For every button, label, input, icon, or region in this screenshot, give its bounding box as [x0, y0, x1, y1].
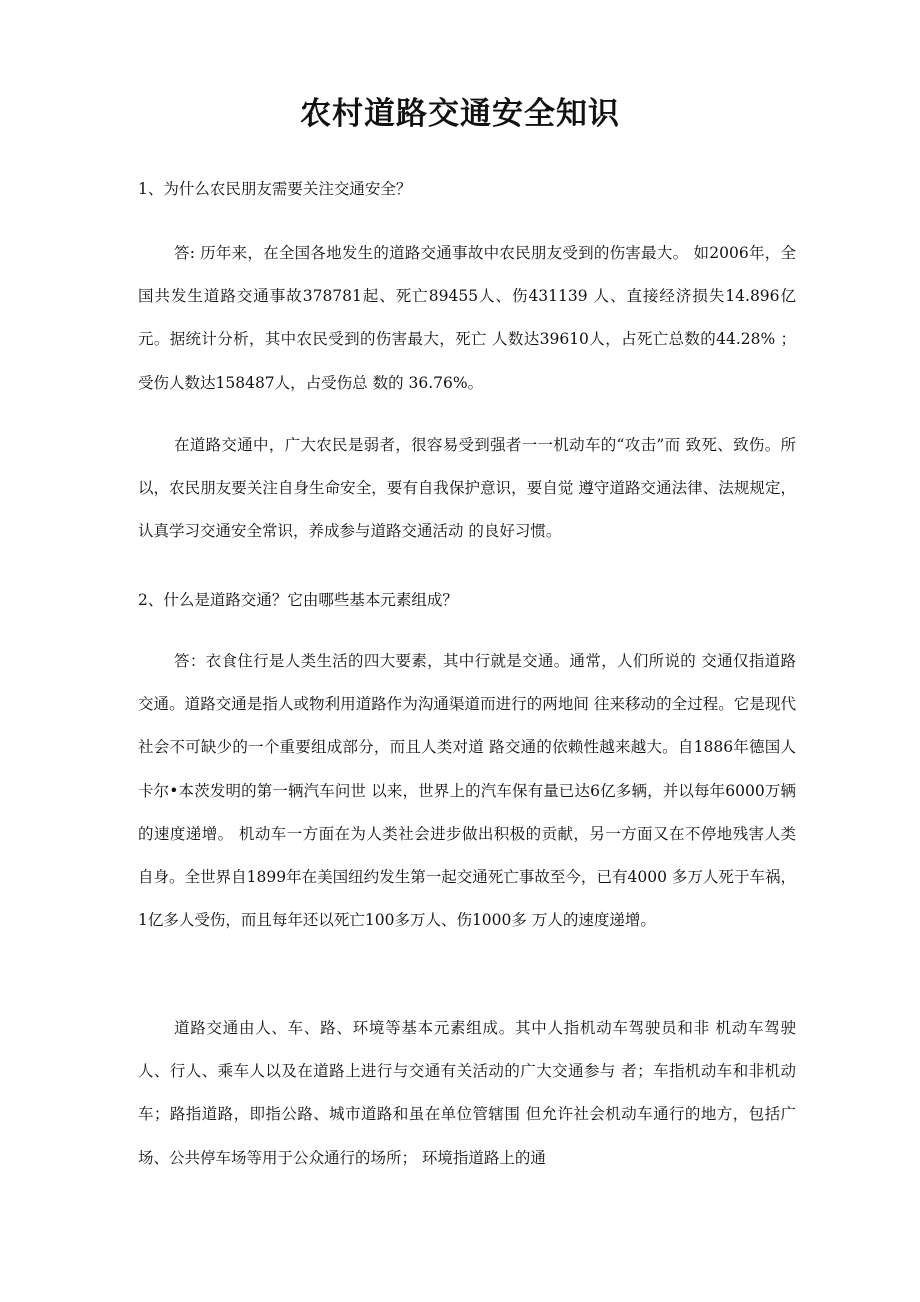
question-2: 2、什么是道路交通？它由哪些基本元素组成？ — [138, 591, 458, 609]
document-title: 农村道路交通安全知识 — [300, 96, 620, 132]
answer-2-paragraph-1: 答：衣食住行是人类生活的四大要素，其中行就是交通。通常，人们所说的 交通仅指道路交通。道路交通是指人或物利用道路作为沟通渠道而进行的两地间 往来移动的全过程。它是现代社会不可缺少的一个重要组成部分，而且人类对道 路交通的依赖性越来越大。自1886年德国人卡尔•本茨发明的第一辆汽车问世 以来，世界上的汽车保有量已达6亿多辆，并以每年6000万辆的速度递增。 机动车一方面在为人类社会进步做出积极的贡献，另一方面又在不停地残害人类 自身。全世界自1899年在美国纽约发生第一起交通死亡事故至今，已有4000 多万人死于车祸，1亿多人受伤，而且每年还以死亡100多万人、伤1000多 万人的速度递增。 — [138, 652, 796, 930]
answer-2-paragraph-2: 道路交通由人、车、路、环境等基本元素组成。其中人指机动车驾驶员和非 机动车驾驶人、行人、乘车人以及在道路上进行与交通有关活动的广大交通参与 者；车指机动车和非机动车；路指道路，即指公路、城市道路和虽在单位管辖围 但允许社会机动车通行的地方，包括广场、公共停车场等用于公众通行的场所； 环境指道路上的通 — [138, 1019, 796, 1167]
answer-1-paragraph-2: 在道路交通中，广大农民是弱者，很容易受到强者一一机动车的“攻击”而 致死、致伤。所以，农民朋友要关注自身生命安全，要有自我保护意识，要自觉 遵守道路交通法律、法规规定，认真学习交通安全常识，养成参与道路交通活动 的良好习惯。 — [138, 436, 796, 541]
question-1: 1、为什么农民朋友需要关注交通安全？ — [138, 180, 412, 198]
answer-1-paragraph-1: 答: 历年来，在全国各地发生的道路交通事故中农民朋友受到的伤害最大。 如2006年，全国共发生道路交通事故378781起、死亡89455人、伤431139 人、直接经济损失14.896亿元。据统计分析，其中农民受到的伤害最大，死亡 人数达39610人，占死亡总数的44.28% ；受伤人数达158487人，占受伤总 数的 36.76%。 — [138, 244, 796, 392]
